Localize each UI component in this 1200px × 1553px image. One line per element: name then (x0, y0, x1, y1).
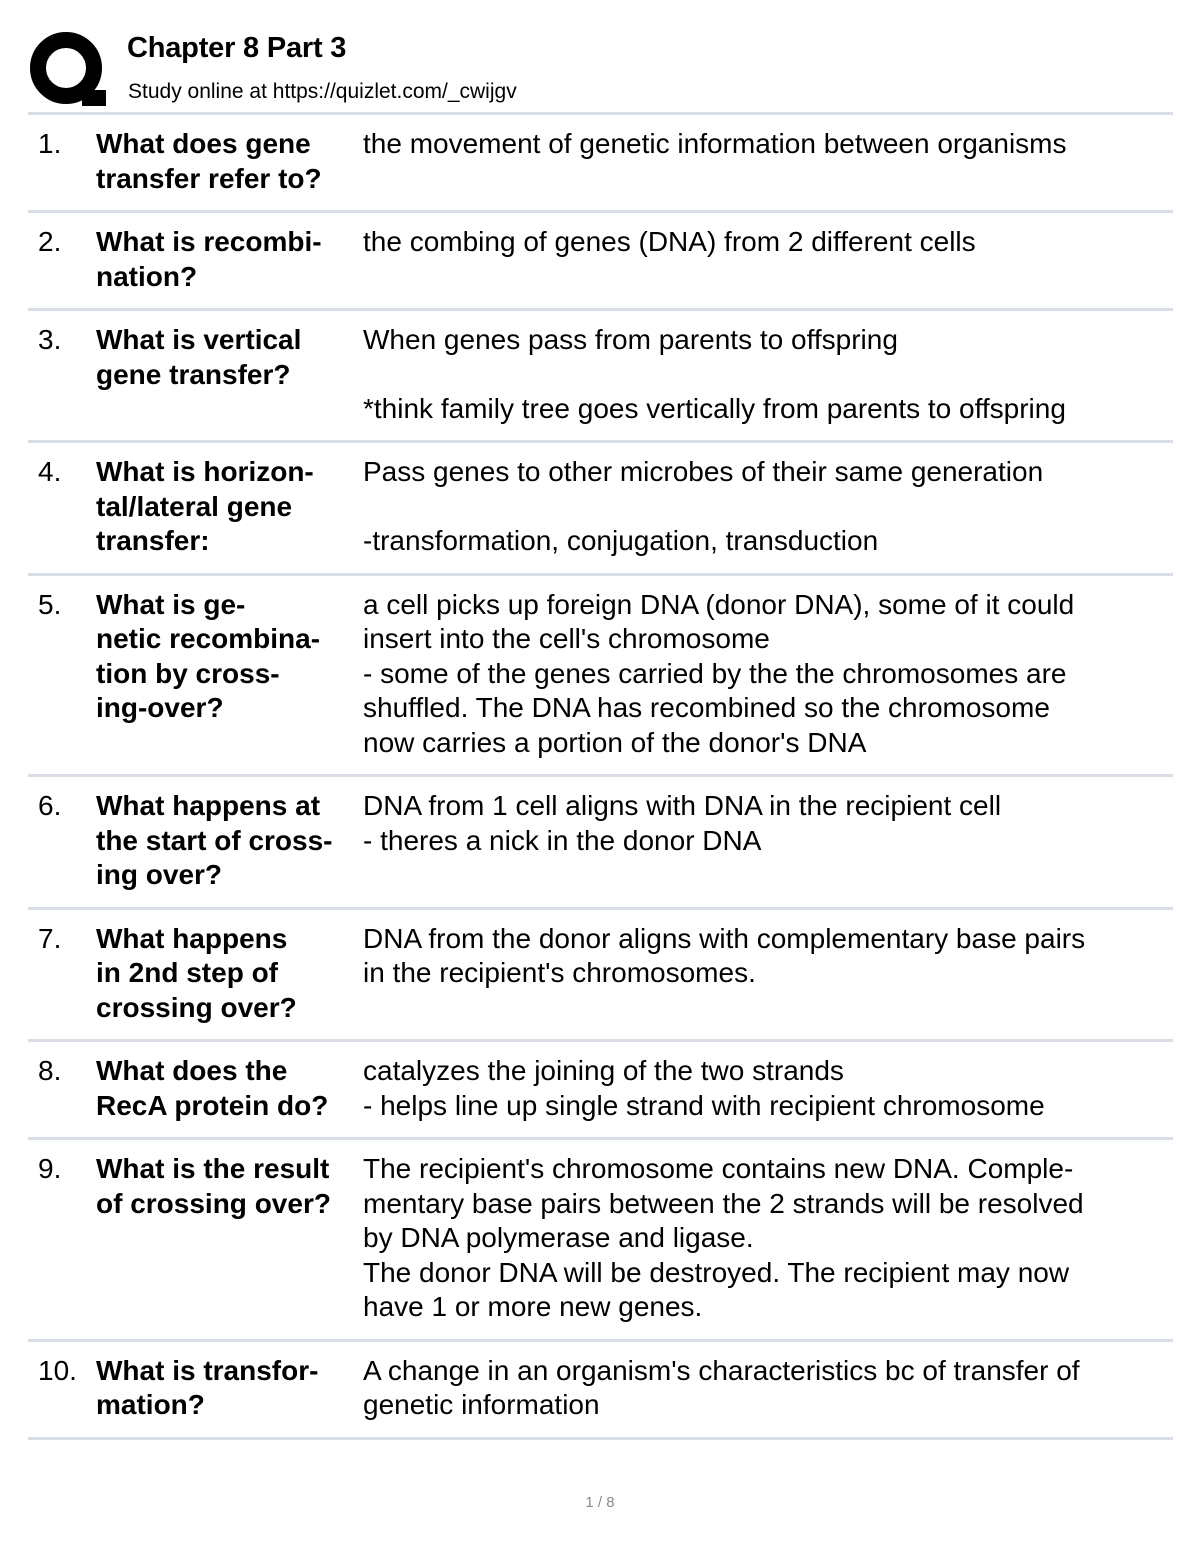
term-line: What is recombi- (96, 226, 322, 257)
quizlet-q-logo-icon (30, 30, 108, 108)
card-number: 7. (38, 922, 62, 954)
definition-spacer (363, 358, 1173, 392)
card-number: 8. (38, 1055, 62, 1086)
term-line: ing over? (96, 859, 223, 890)
definition-line: have 1 or more new genes. (363, 1291, 703, 1322)
card-term (96, 922, 363, 1026)
term-line: What happens at (96, 790, 321, 821)
definition-line: shuffled. The DNA has recombined so the chromosome (363, 692, 1050, 723)
flashcard-row (28, 213, 1173, 311)
term-line: tal/lateral gene (96, 490, 293, 522)
definition-line: in the recipient's chromosomes. (363, 957, 756, 988)
card-term (96, 323, 363, 426)
card-term (96, 225, 363, 294)
page-header (30, 28, 1172, 108)
term-line: tion by cross- (96, 657, 280, 689)
definition-line: -transformation, conjugation, transduction (363, 524, 879, 556)
flashcard-row (28, 311, 1173, 443)
flashcard-list (28, 115, 1173, 1440)
definition-line: the combing of genes (DNA) from 2 different cells (363, 226, 976, 257)
card-number: 9. (38, 1153, 62, 1184)
definition-line: by DNA polymerase and ligase. (363, 1222, 754, 1253)
definition-line: *think family tree goes vertically from parents to offspring (363, 392, 1066, 424)
term-line: in 2nd step of (96, 957, 278, 988)
card-term (96, 127, 363, 196)
card-term (96, 1152, 363, 1325)
card-definition (363, 789, 1173, 893)
term-line: What is transfor- (96, 1354, 319, 1386)
term-line: What is horizon- (96, 456, 314, 487)
card-definition (363, 588, 1173, 761)
definition-line: Pass genes to other microbes of their same generation (363, 456, 1044, 487)
card-number: 2. (38, 226, 62, 257)
term-line: What happens (96, 922, 288, 954)
definition-line: A change in an organism's characteristics bc of transfer of (363, 1354, 1080, 1386)
study-online-link[interactable]: Study online at https://quizlet.com/_cwijgv (128, 80, 517, 103)
term-line: RecA protein do? (96, 1089, 329, 1121)
definition-line: The recipient's chromosome contains new DNA. Comple- (363, 1153, 1074, 1184)
definition-spacer (363, 490, 1173, 524)
term-line: crossing over? (96, 991, 297, 1023)
flashcard-row (28, 910, 1173, 1043)
card-definition (363, 225, 1173, 294)
definition-line: - helps line up single strand with recipient chromosome (363, 1089, 1045, 1121)
card-term (96, 1354, 363, 1423)
definition-line: catalyzes the joining of the two strands (363, 1055, 844, 1086)
card-term (96, 789, 363, 893)
term-line: netic recombina- (96, 623, 321, 654)
flashcard-row (28, 576, 1173, 778)
term-line: What is vertical (96, 324, 302, 355)
card-number: 5. (38, 588, 62, 620)
card-definition (363, 323, 1173, 426)
term-line: nation? (96, 260, 198, 292)
term-line: mation? (96, 1389, 205, 1420)
definition-line: - theres a nick in the donor DNA (363, 824, 762, 856)
flashcard-row (28, 443, 1173, 576)
term-line: What is the result (96, 1153, 330, 1184)
card-number: 3. (38, 324, 62, 355)
definition-line: the movement of genetic information between organisms (363, 128, 1067, 159)
definition-line: The donor DNA will be destroyed. The recipient may now (363, 1256, 1070, 1288)
definition-line: a cell picks up foreign DNA (donor DNA), some of it could (363, 588, 1075, 620)
page-indicator: 1 / 8 (585, 1494, 615, 1511)
definition-line: - some of the genes carried by the the chromosomes are (363, 657, 1067, 689)
card-definition (363, 1152, 1173, 1325)
term-line: the start of cross- (96, 824, 333, 856)
term-line: What is ge- (96, 588, 246, 620)
card-number: 6. (38, 790, 62, 821)
card-term (96, 455, 363, 559)
definition-line: genetic information (363, 1389, 600, 1420)
flashcard-row (28, 1342, 1173, 1440)
term-line: of crossing over? (96, 1187, 331, 1219)
term-line: ing-over? (96, 692, 224, 723)
definition-line: insert into the cell's chromosome (363, 623, 770, 654)
definition-line: mentary base pairs between the 2 strands will be resolved (363, 1187, 1084, 1219)
term-line: gene transfer? (96, 358, 291, 390)
card-definition (363, 1054, 1173, 1123)
deck-title: Chapter 8 Part 3 (127, 32, 347, 64)
card-term (96, 1054, 363, 1123)
flashcard-row (28, 777, 1173, 910)
card-definition (363, 922, 1173, 1026)
card-definition (363, 1354, 1173, 1423)
definition-line: now carries a portion of the donor's DNA (363, 726, 867, 758)
definition-line: DNA from the donor aligns with complementary base pairs (363, 922, 1086, 954)
card-number: 10. (38, 1354, 77, 1386)
term-line: What does the (96, 1055, 288, 1086)
card-definition (363, 127, 1173, 196)
term-line: transfer: (96, 525, 210, 556)
card-term (96, 588, 363, 761)
card-number: 1. (38, 128, 62, 159)
card-number: 4. (38, 456, 62, 487)
term-line: transfer refer to? (96, 162, 322, 194)
flashcard-row (28, 1042, 1173, 1140)
card-definition (363, 455, 1173, 559)
flashcard-row (28, 115, 1173, 213)
definition-line: DNA from 1 cell aligns with DNA in the recipient cell (363, 790, 1002, 821)
term-line: What does gene (96, 128, 311, 159)
definition-line: When genes pass from parents to offspring (363, 324, 898, 355)
flashcard-row (28, 1140, 1173, 1342)
